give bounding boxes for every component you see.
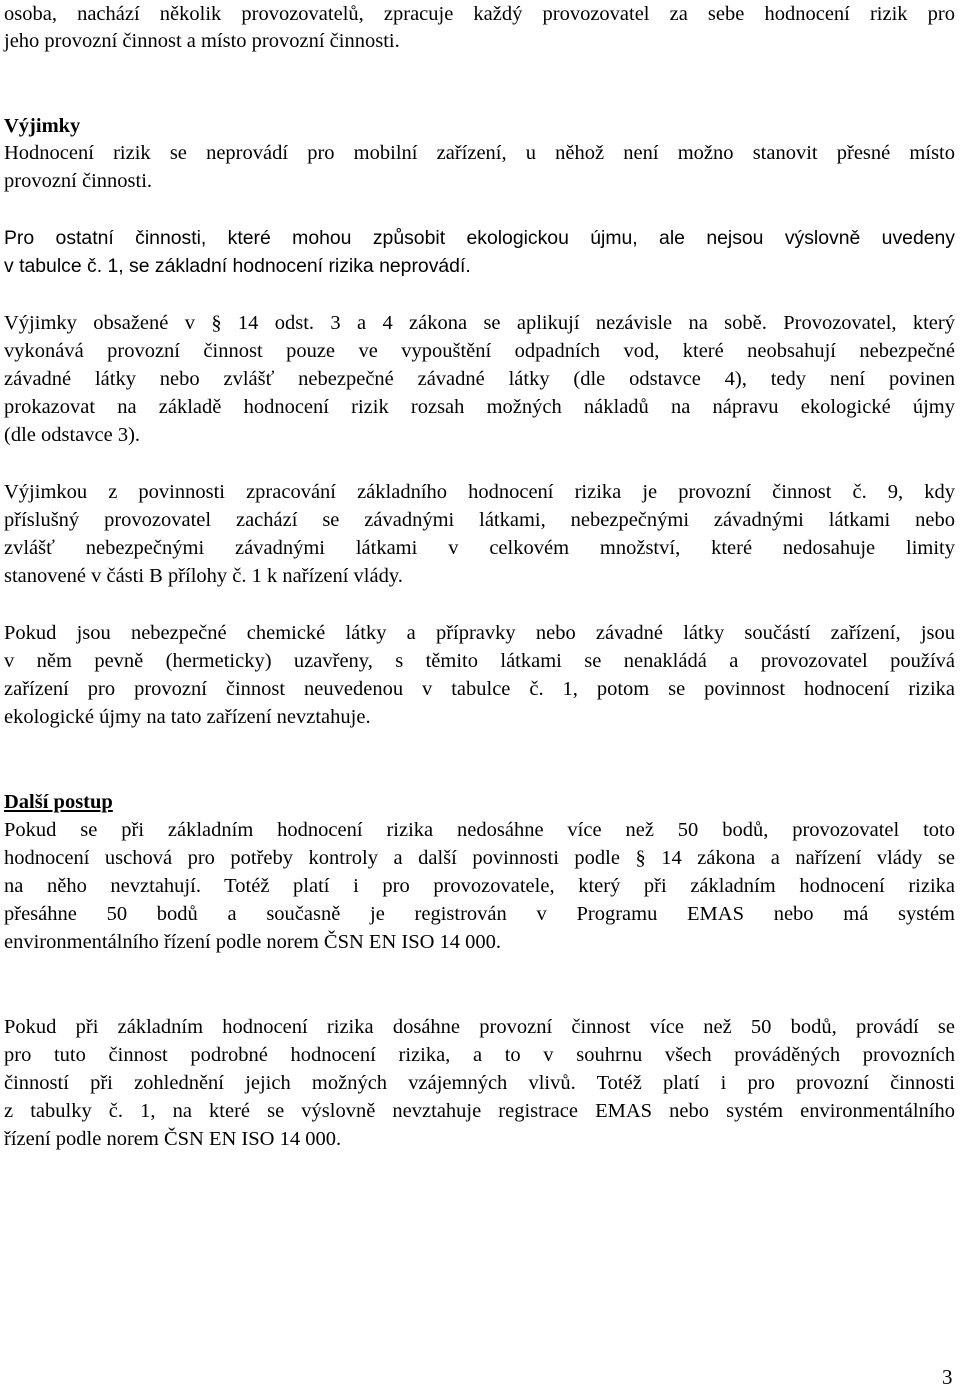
vyjimky-p3-line-1: Výjimky obsažené v § 14 odst. 3 a 4 zákona se aplikují nezávisle na sobě. Provozovatel, který: [4, 312, 955, 334]
vyjimky-p3-line-2: vykonává provozní činnost pouze ve vypouštění odpadních vod, které neobsahují nebezpečné: [4, 340, 955, 362]
vyjimky-p3-line-5: (dle odstavce 3).: [4, 424, 141, 446]
section-heading-vyjimky: Výjimky: [4, 115, 81, 137]
vyjimky-p1-line-1: Hodnocení rizik se neprovádí pro mobilní zařízení, u něhož není možno stanovit přesné místo: [4, 142, 955, 164]
dalsi-p1-line-2: hodnocení uschová pro potřeby kontroly a další povinnosti podle § 14 zákona a nařízení vlády se: [4, 847, 955, 869]
vyjimky-p2-line-2: v tabulce č. 1, se základní hodnocení rizika neprovádí.: [4, 255, 471, 277]
vyjimky-p4-line-4: stanovené v části B přílohy č. 1 k nařízení vlády.: [4, 565, 403, 587]
vyjimky-p4-line-3: zvlášť nebezpečnými závadnými látkami v celkovém množství, které nedosahuje limity: [4, 537, 955, 559]
vyjimky-p1-line-2: provozní činnosti.: [4, 170, 153, 192]
dalsi-p2-line-1: Pokud při základním hodnocení rizika dosáhne provozní činnost více než 50 bodů, provádí se: [4, 1016, 955, 1038]
dalsi-p1-line-5: environmentálního řízení podle norem ČSN EN ISO 14 000.: [4, 931, 502, 953]
page-number: 3: [942, 1365, 953, 1389]
dalsi-p1-line-3: na něho nevztahují. Totéž platí i pro provozovatele, který při základním hodnocení rizika: [4, 875, 955, 897]
vyjimky-p5-line-1: Pokud jsou nebezpečné chemické látky a přípravky nebo závadné látky součástí zařízení, jsou: [4, 622, 955, 644]
vyjimky-p4-line-1: Výjimkou z povinnosti zpracování základního hodnocení rizika je provozní činnost č. 9, kdy: [4, 481, 955, 503]
intro-line-2: jeho provozní činnost a místo provozní činnosti.: [4, 30, 400, 52]
dalsi-p1-line-4: přesáhne 50 bodů a současně je registrován v Programu EMAS nebo má systém: [4, 903, 955, 925]
vyjimky-p3-line-3: závadné látky nebo zvlášť nebezpečné závadné látky (dle odstavce 4), tedy není povinen: [4, 368, 955, 390]
vyjimky-p4-line-2: příslušný provozovatel zachází se závadnými látkami, nebezpečnými závadnými látkami nebo: [4, 509, 955, 531]
vyjimky-p5-line-4: ekologické újmy na tato zařízení nevztahuje.: [4, 706, 371, 728]
vyjimky-p2-line-1: Pro ostatní činnosti, které mohou způsobit ekologickou újmu, ale nejsou výslovně uvedeny: [4, 227, 955, 249]
vyjimky-p5-line-3: zařízení pro provozní činnost neuvedenou v tabulce č. 1, potom se povinnost hodnocení rizika: [4, 678, 955, 700]
section-heading-dalsi-postup: Další postup: [4, 791, 113, 813]
dalsi-p2-line-5: řízení podle norem ČSN EN ISO 14 000.: [4, 1128, 342, 1150]
dalsi-p1-line-1: Pokud se při základním hodnocení rizika nedosáhne více než 50 bodů, provozovatel toto: [4, 819, 955, 841]
vyjimky-p3-line-4: prokazovat na základě hodnocení rizik rozsah možných nákladů na nápravu ekologické újmy: [4, 396, 955, 418]
intro-line-1: osoba, nachází několik provozovatelů, zpracuje každý provozovatel za sebe hodnocení rizik pro: [4, 3, 955, 25]
dalsi-p2-line-4: z tabulky č. 1, na které se výslovně nevztahuje registrace EMAS nebo systém environmentálního: [4, 1100, 955, 1122]
vyjimky-p5-line-2: v něm pevně (hermeticky) uzavřeny, s těmito látkami se nenakládá a provozovatel používá: [4, 650, 955, 672]
dalsi-p2-line-2: pro tuto činnost podrobné hodnocení rizika, a to v souhrnu všech prováděných provozních: [4, 1044, 955, 1066]
dalsi-p2-line-3: činností při zohlednění jejich možných vzájemných vlivů. Totéž platí i pro provozní činnosti: [4, 1072, 955, 1094]
